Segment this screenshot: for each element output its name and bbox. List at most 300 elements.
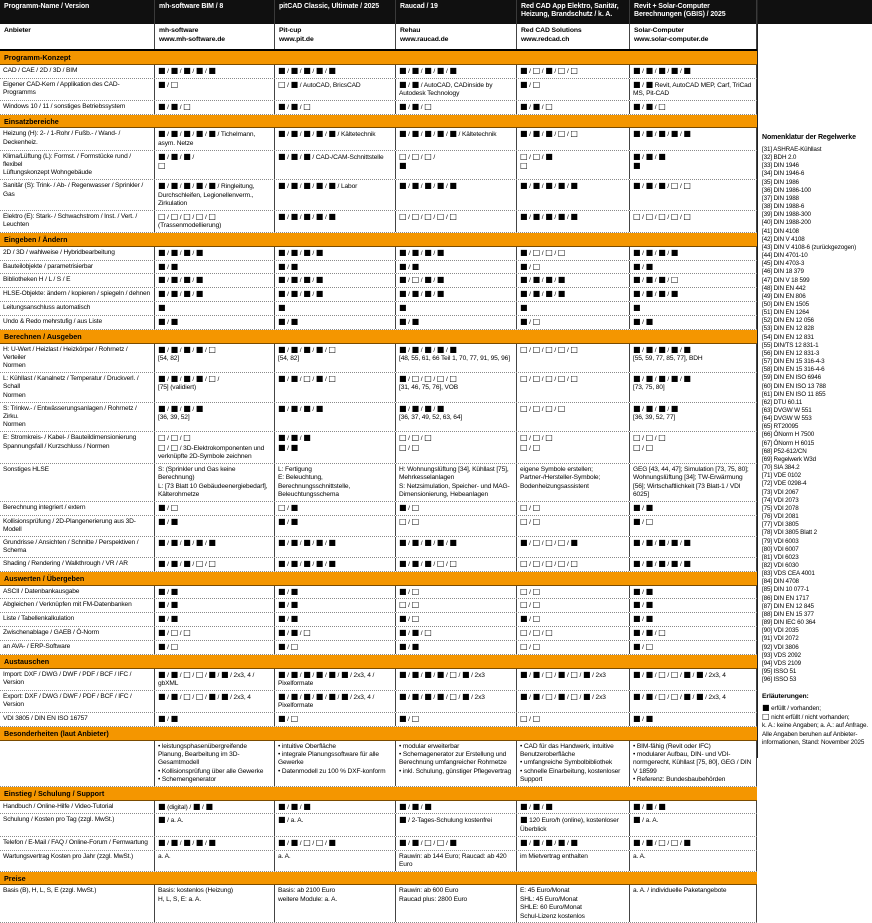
table-row [0, 302, 757, 316]
empty-box-icon: □ [645, 642, 654, 652]
feature-cell: □ / ■ [275, 502, 396, 515]
filled-box-icon: ■ [532, 669, 541, 679]
feature-cell: ■ / ■ / ■ / ■ / ■ [630, 128, 757, 149]
table-row [0, 851, 757, 872]
feature-cell: ■ / ■ / □ / □ / ■ / ■ / 2x3, 4 / gbXML [155, 669, 275, 690]
filled-box-icon: ■ [520, 181, 528, 191]
filled-box-icon: ■ [195, 275, 204, 285]
filled-box-icon: ■ [399, 815, 407, 825]
filled-box-icon: ■ [645, 837, 654, 847]
vendor-website-link[interactable]: www.mh-software.de [159, 35, 225, 43]
filled-box-icon: ■ [633, 628, 641, 638]
filled-box-icon: ■ [303, 211, 311, 221]
norm-item: [39] DIN 1988-300 [762, 211, 811, 219]
filled-box-icon: ■ [290, 628, 299, 638]
norm-item: [37] DIN 1988 [762, 194, 799, 202]
filled-box-icon: ■ [315, 65, 324, 75]
feature-cell: ■ / □ [630, 516, 757, 536]
filled-box-icon: ■ [183, 559, 191, 569]
filled-box-icon: ■ [290, 559, 299, 569]
row-label: E: Stromkreis- / Kabel- / Bauteildimensionierung Spannungsfall / Kurzschluss / Normen [0, 432, 155, 463]
feature-cell: eigene Symbole erstellen; Partner-/Hersteller-Symbole; Bodenheizungsassistent [517, 464, 630, 501]
empty-box-icon: □ [411, 502, 420, 512]
feature-cell: Rauwin: ab 600 Euro Raucad plus: 2800 Euro [396, 885, 517, 922]
empty-box-icon: □ [532, 151, 541, 161]
norm-item: [93] VDS 2092 [762, 651, 802, 659]
norm-item: [45] DIN 4703-3 [762, 260, 805, 268]
empty-box-icon: □ [183, 628, 191, 638]
feature-cell: ■ / ■ / ■ / ■ / ■ [517, 837, 630, 850]
norm-item: [85] DIN 10 077-1 [762, 586, 810, 594]
filled-box-icon: ■ [645, 181, 654, 191]
filled-box-icon: ■ [683, 374, 691, 384]
filled-box-icon: ■ [278, 316, 286, 326]
vendor-name: Solar-Computer [634, 27, 684, 34]
filled-box-icon: ■ [290, 614, 299, 624]
filled-box-icon: ■ [645, 502, 654, 512]
filled-box-icon: ■ [290, 537, 299, 547]
feature-cell: • intuitive Oberfläche • integrale Planungssoftware für alle Gewerke • Datenmodell zu 100 % DXF-konform [275, 741, 396, 786]
table-row [0, 741, 757, 787]
filled-box-icon: ■ [290, 316, 299, 326]
feature-cell: ■ / ■ / ■ [275, 801, 396, 814]
feature-cell: H: Wohnungslüftung [34], Kühllast [75], Mehrkesselanlagen S: Netzsimulation, Speicher- und MAG-Dimensionierung, Hebeanlagen [396, 464, 517, 501]
table-row [0, 316, 757, 330]
empty-box-icon: □ [170, 433, 179, 443]
filled-box-icon: ■ [633, 261, 641, 271]
feature-cell: ■ / □ [155, 502, 275, 515]
norm-item: [87] DIN EN 12 845 [762, 602, 814, 610]
filled-box-icon: ■ [278, 65, 286, 75]
feature-cell: ■ / ■ / □ [275, 101, 396, 114]
filled-box-icon: ■ [303, 669, 311, 679]
table-row [0, 65, 757, 79]
filled-box-icon: ■ [315, 669, 324, 679]
filled-box-icon: ■ [633, 691, 641, 701]
filled-box-icon: ■ [278, 559, 286, 569]
filled-box-icon: ■ [158, 344, 166, 354]
feature-cell [630, 302, 757, 315]
table-row [0, 516, 757, 537]
feature-cell: □ / □ / □ / □ / □ [396, 211, 517, 232]
filled-box-icon: ■ [328, 837, 336, 847]
row-label: L: Kühllast / Kanalnetz / Temperatur / Druckverl. / Schall Normen [0, 373, 155, 402]
empty-box-icon: □ [545, 537, 553, 547]
norm-item: [47] DIN V 18 599 [762, 276, 810, 284]
table-row [0, 814, 757, 836]
filled-box-icon: ■ [158, 516, 166, 526]
feature-cell: ■ / ■ / ■ / □ / □ [155, 558, 275, 571]
empty-box-icon: □ [532, 559, 541, 569]
empty-box-icon: □ [532, 344, 541, 354]
filled-box-icon: ■ [670, 247, 679, 257]
section-header: Auswerten / Übergeben [0, 572, 757, 586]
filled-box-icon: ■ [520, 691, 528, 701]
norm-item: [95] ISSO 51 [762, 668, 797, 675]
filled-box-icon: ■ [411, 537, 420, 547]
filled-box-icon: ■ [645, 79, 654, 89]
filled-box-icon: ■ [278, 600, 286, 610]
empty-box-icon: □ [520, 516, 528, 526]
row-label: HLSE-Objekte: ändern / kopieren / spiegeln / dehnen [0, 288, 155, 301]
norm-item: [68] P52-612/CN [762, 447, 807, 455]
row-label: Shading / Rendering / Walkthrough / VR / AR [0, 558, 155, 571]
vendor-website-link[interactable]: www.solar-computer.de [634, 35, 709, 43]
empty-box-icon: □ [328, 374, 336, 384]
row-label: Elektro (E): Stark- / Schwachstrom / Inst. / Vert. / Leuchten [0, 211, 155, 232]
filled-box-icon: ■ [158, 303, 166, 313]
filled-box-icon: ■ [411, 79, 420, 89]
norm-item: [49] DIN EN 806 [762, 292, 806, 300]
feature-cell: ■ / ■ / ■ / ■ / ■ [275, 537, 396, 557]
norm-item: [74] VDI 2073 [762, 496, 799, 504]
feature-cell: ■ / ■ / □ [396, 627, 517, 640]
filled-box-icon: ■ [436, 537, 445, 547]
empty-box-icon: □ [208, 374, 216, 384]
filled-box-icon: ■ [170, 537, 179, 547]
feature-cell: ■ / □ [517, 613, 630, 626]
empty-box-icon: □ [158, 433, 166, 443]
feature-cell: ■ / ■ / ■ / □ [630, 274, 757, 287]
norm-item: [88] DIN EN 15 377 [762, 610, 814, 618]
norm-item: [52] DIN EN 12 056 [762, 317, 814, 325]
feature-cell: ■ / ■ / ■ / ■ / ■ [275, 211, 396, 232]
norm-item: [57] DIN EN 15 316-4-3 [762, 358, 825, 366]
feature-cell: ■ / □ [396, 502, 517, 515]
filled-box-icon: ■ [633, 344, 641, 354]
filled-box-icon: ■ [633, 65, 641, 75]
filled-box-icon: ■ [399, 181, 407, 191]
empty-box-icon: □ [520, 374, 528, 384]
filled-box-icon: ■ [658, 65, 666, 75]
feature-cell: a. A. / individuelle Paketangebote [630, 885, 757, 922]
filled-box-icon: ■ [303, 289, 311, 299]
filled-box-icon: ■ [436, 247, 445, 257]
empty-box-icon: □ [670, 691, 679, 701]
filled-box-icon: ■ [158, 837, 166, 847]
filled-box-icon: ■ [645, 275, 654, 285]
vendor-row [0, 24, 757, 51]
filled-box-icon: ■ [532, 691, 541, 701]
feature-cell: ■ / □ / ■ / □ / □ [517, 65, 630, 78]
filled-box-icon: ■ [399, 344, 407, 354]
feature-cell: • modular erweiterbar • Schemagenerator zur Erstellung und Berechnung umfangreicher Rohrnetze • inkl. Schulung, günstiger Pflegevertrag [396, 741, 517, 786]
filled-box-icon: ■ [399, 628, 407, 638]
feature-cell: im Mietvertrag enthalten [517, 851, 630, 871]
filled-box-icon: ■ [278, 247, 286, 257]
vendor-name: Rehau [400, 27, 421, 34]
filled-box-icon: ■ [183, 374, 191, 384]
filled-box-icon: ■ [290, 442, 299, 452]
filled-box-icon: ■ [303, 433, 311, 443]
feature-cell: ■ / ■ / ■ / ■ / ■ [630, 537, 757, 557]
norm-item: [75] VDI 2078 [762, 504, 799, 512]
empty-box-icon: □ [158, 160, 166, 170]
empty-box-icon: □ [411, 151, 420, 161]
feature-cell: ■ / ■ / ■ / ■ / ■ [73, 75, 80] [630, 373, 757, 402]
filled-box-icon: ■ [290, 502, 299, 512]
feature-cell: Basis: kostenlos (Heizung) H, L, S, E: a. A. [155, 885, 275, 922]
filled-box-icon: ■ [195, 129, 204, 139]
row-label: Kollisionsprüfung / 2D-Plangenerierung aus 3D-Modell [0, 516, 155, 536]
filled-box-icon: ■ [183, 129, 191, 139]
filled-box-icon: ■ [290, 516, 299, 526]
row-label: Import: DXF / DWG / DWF / PDF / BCF / IFC / Version [0, 669, 155, 690]
filled-box-icon: ■ [290, 65, 299, 75]
feature-cell: ■ / ■ / ■ / ■ [275, 274, 396, 287]
filled-box-icon: ■ [195, 247, 204, 257]
filled-box-icon: ■ [424, 289, 432, 299]
section-header: Berechnen / Ausgeben [0, 330, 757, 344]
vendor-website-link[interactable]: www.raucad.de [400, 35, 449, 43]
feature-cell: ■ / ■ [275, 316, 396, 329]
norm-item: [70] SIA 384.2 [762, 464, 800, 472]
filled-box-icon: ■ [633, 502, 641, 512]
filled-box-icon: ■ [278, 815, 286, 825]
feature-cell: ■ / ■ / □ / ■ / □ [275, 373, 396, 402]
norm-item: [80] VDI 6007 [762, 545, 799, 553]
feature-cell: ■ / ■ / ■ / CAD-/CAM-Schnittstelle [275, 151, 396, 180]
row-label: Schulung / Kosten pro Tag (zzgl. MwSt.) [0, 814, 155, 835]
filled-box-icon: ■ [520, 537, 528, 547]
filled-box-icon: ■ [278, 442, 286, 452]
empty-box-icon: □ [183, 669, 191, 679]
table-row [0, 691, 757, 713]
filled-box-icon: ■ [315, 559, 324, 569]
empty-box-icon: □ [658, 669, 666, 679]
feature-cell: Basis: ab 2100 Euro weitere Module: a. A. [275, 885, 396, 922]
filled-box-icon: ■ [278, 211, 286, 221]
empty-box-icon: □ [545, 433, 553, 443]
empty-box-icon: □ [532, 516, 541, 526]
table-body [0, 51, 757, 923]
empty-box-icon: □ [532, 642, 541, 652]
feature-cell: ■ / ■ / □ / ■ / □ / ■ / 2x3 [517, 691, 630, 712]
filled-box-icon: ■ [399, 289, 407, 299]
corner-header: Programm-Name / Version [0, 0, 155, 24]
feature-cell: □ / ■ / AutoCAD, BricsCAD [275, 79, 396, 100]
filled-box-icon: ■ [449, 181, 457, 191]
feature-cell: ■ / ■ / ■ / ■ / ■ / ■ / 2x3, 4 / Pixelformate [275, 691, 396, 712]
empty-box-icon: □ [195, 559, 204, 569]
feature-cell: ■ / ■ / ■ / ■ / ■ [48, 55, 61, 66 Teil 1, 70, 77, 91, 95, 96] [396, 344, 517, 373]
empty-box-icon: □ [170, 642, 179, 652]
filled-box-icon: ■ [633, 537, 641, 547]
product-header: pitCAD Classic, Ultimate / 2025 [275, 0, 396, 24]
filled-box-icon: ■ [424, 247, 432, 257]
feature-cell: ■ / ■ / ■ / ■ [36, 37, 49, 52, 63, 64] [396, 403, 517, 432]
norm-item: [94] VDS 2109 [762, 659, 802, 667]
feature-cell: ■ / ■ / ■ / ■ [275, 403, 396, 432]
norm-item: [59] DIN EN ISO 6946 [762, 374, 821, 382]
feature-cell: □ / □ / □ / □ / □ [517, 558, 630, 571]
feature-cell: ■ / ■ / ■ / ■ / □ / ■ / 2x3 [396, 691, 517, 712]
filled-box-icon: ■ [278, 261, 286, 271]
filled-box-icon: ■ [436, 691, 445, 701]
empty-box-icon: □ [424, 151, 432, 161]
empty-box-icon: □ [570, 374, 578, 384]
filled-box-icon: ■ [436, 289, 445, 299]
empty-box-icon: □ [658, 101, 666, 111]
filled-box-icon: ■ [670, 289, 679, 299]
filled-box-icon: ■ [411, 559, 420, 569]
filled-box-icon: ■ [170, 586, 179, 596]
filled-box-icon: ■ [645, 801, 654, 811]
feature-cell: ■ / ■ / ■ / ■ [155, 247, 275, 260]
filled-box-icon: ■ [158, 316, 166, 326]
empty-box-icon: □ [399, 211, 407, 221]
nomenclature-title: Nomenklatur der Regelwerke [762, 134, 856, 141]
feature-cell: ■ / ■ / ■ [517, 801, 630, 814]
empty-box-icon: □ [570, 691, 578, 701]
filled-box-icon: ■ [424, 275, 432, 285]
filled-box-icon: ■ [582, 669, 591, 679]
empty-box-icon: □ [645, 516, 654, 526]
filled-box-icon: ■ [328, 129, 336, 139]
empty-box-icon: □ [424, 837, 432, 847]
feature-cell: ■ / □ [396, 586, 517, 599]
filled-box-icon: ■ [424, 403, 432, 413]
row-label: CAD / CAE / 2D / 3D / BIM [0, 65, 155, 78]
filled-box-icon: ■ [645, 344, 654, 354]
filled-box-icon: ■ [170, 289, 179, 299]
filled-box-icon: ■ [208, 691, 216, 701]
filled-box-icon: ■ [520, 837, 528, 847]
feature-cell: ■ / ■ / ■ / ■ / ■ / ■ / 2x3, 4 / Pixelformate [275, 669, 396, 690]
empty-box-icon: □ [545, 247, 553, 257]
filled-box-icon: ■ [170, 559, 179, 569]
norm-item: [44] DIN 4701-10 [762, 252, 808, 260]
filled-box-icon: ■ [158, 129, 166, 139]
feature-cell: ■ / ■ [396, 316, 517, 329]
filled-box-icon: ■ [557, 669, 566, 679]
feature-cell: □ / □ / □ [517, 627, 630, 640]
feature-cell: ■ / ■ [630, 613, 757, 626]
empty-box-icon: □ [520, 586, 528, 596]
filled-box-icon: ■ [683, 537, 691, 547]
filled-box-icon: ■ [303, 691, 311, 701]
feature-cell: ■ / ■ [155, 599, 275, 612]
empty-box-icon: □ [399, 600, 407, 610]
empty-box-icon: □ [545, 628, 553, 638]
vendor-website-link[interactable]: www.redcad.ch [521, 35, 570, 43]
filled-box-icon: ■ [278, 289, 286, 299]
filled-box-icon: ■ [520, 614, 528, 624]
feature-cell: ■ / ■ / □ / ■ / □ / ■ / 2x3 [517, 669, 630, 690]
filled-box-icon: ■ [411, 129, 420, 139]
table-row [0, 403, 757, 433]
empty-box-icon: □ [557, 344, 566, 354]
norm-item: [34] DIN 1946-6 [762, 170, 805, 178]
feature-cell: ■ / ■ [275, 586, 396, 599]
table-row [0, 211, 757, 233]
filled-box-icon: ■ [315, 275, 324, 285]
feature-cell: ■ / ■ / ■ / □ / □ [517, 128, 630, 149]
norm-item: [46] DIN 18 379 [762, 268, 804, 276]
filled-box-icon: ■ [208, 669, 216, 679]
filled-box-icon: ■ [411, 801, 420, 811]
empty-box-icon: □ [683, 211, 691, 221]
empty-box-icon: □ [208, 211, 216, 221]
filled-box-icon: ■ [328, 537, 336, 547]
norm-item: [66] ÖNorm H 7500 [762, 431, 815, 439]
legend-line: k. A.: keine Angaben; a. A.: auf Anfrage. [762, 722, 869, 730]
feature-cell: ■ / □ / □ / □ [517, 247, 630, 260]
empty-box-icon: □ [545, 344, 553, 354]
filled-box-icon: ■ [658, 344, 666, 354]
empty-box-icon: □ [449, 669, 457, 679]
filled-box-icon: ■ [290, 101, 299, 111]
filled-box-icon: ■ [399, 374, 407, 384]
filled-box-icon: ■ [633, 642, 641, 652]
empty-box-icon: □ [520, 433, 528, 443]
filled-box-icon: ■ [399, 403, 407, 413]
table-row [0, 537, 757, 558]
feature-cell: □ / □ [517, 713, 630, 726]
feature-cell: a. A. [275, 851, 396, 871]
empty-box-icon: □ [328, 344, 336, 354]
feature-cell: ■ / ■ / ■ / ■ / □ [54, 82] [155, 344, 275, 373]
feature-cell: ■ / □ [396, 613, 517, 626]
feature-cell: □ / □ / □ □ / □ [630, 432, 757, 463]
filled-box-icon: ■ [183, 275, 191, 285]
norm-item: [51] DIN EN 1264 [762, 309, 809, 317]
empty-box-icon: □ [633, 211, 641, 221]
empty-box-icon: □ [411, 714, 420, 724]
feature-cell: a. A. [155, 851, 275, 871]
feature-cell: ■ / ■ / □ [275, 627, 396, 640]
filled-box-icon: ■ [633, 275, 641, 285]
vendor-website-link[interactable]: www.pit.de [279, 35, 314, 43]
filled-box-icon: ■ [670, 537, 679, 547]
filled-box-icon: ■ [170, 151, 179, 161]
filled-box-icon: ■ [158, 65, 166, 75]
table-row [0, 261, 757, 275]
empty-box-icon: □ [532, 442, 541, 452]
row-label: Export: DXF / DWG / DWF / PDF / BCF / IFC / Version [0, 691, 155, 712]
filled-box-icon: ■ [303, 344, 311, 354]
filled-box-icon: ■ [633, 600, 641, 610]
product-header: Raucad / 19 [396, 0, 517, 24]
feature-cell: ■ / ■ / ■ / ■ [517, 274, 630, 287]
filled-box-icon: ■ [208, 129, 216, 139]
filled-box-icon: ■ [158, 275, 166, 285]
empty-box-icon: □ [424, 433, 432, 443]
feature-cell: ■ / □ [275, 641, 396, 654]
legend-line: Alle Angaben beruhen auf Anbieter-informationen, Stand: November 2025 [762, 730, 865, 746]
norm-item: [84] DIN 4708 [762, 578, 799, 586]
empty-box-icon: □ [557, 65, 566, 75]
filled-box-icon: ■ [658, 275, 666, 285]
filled-box-icon: ■ [570, 837, 578, 847]
filled-box-icon: ■ [158, 181, 166, 191]
anbieter-label: Anbieter [0, 24, 155, 49]
table-row [0, 713, 757, 727]
filled-box-icon: ■ [328, 65, 336, 75]
feature-cell: ■ / ■ [630, 599, 757, 612]
table-row [0, 599, 757, 613]
section-header: Preise [0, 872, 757, 886]
filled-box-icon: ■ [520, 669, 528, 679]
feature-cell: ■ / ■ / ■ [630, 801, 757, 814]
feature-cell: L: Fertigung E: Beleuchtung, Berechnungsschnittstelle, Beleuchtungsschema [275, 464, 396, 501]
filled-box-icon: ■ [762, 702, 770, 712]
filled-box-icon: ■ [399, 316, 407, 326]
empty-box-icon: □ [411, 275, 420, 285]
filled-box-icon: ■ [158, 374, 166, 384]
empty-box-icon: □ [411, 614, 420, 624]
empty-box-icon: □ [399, 151, 407, 161]
